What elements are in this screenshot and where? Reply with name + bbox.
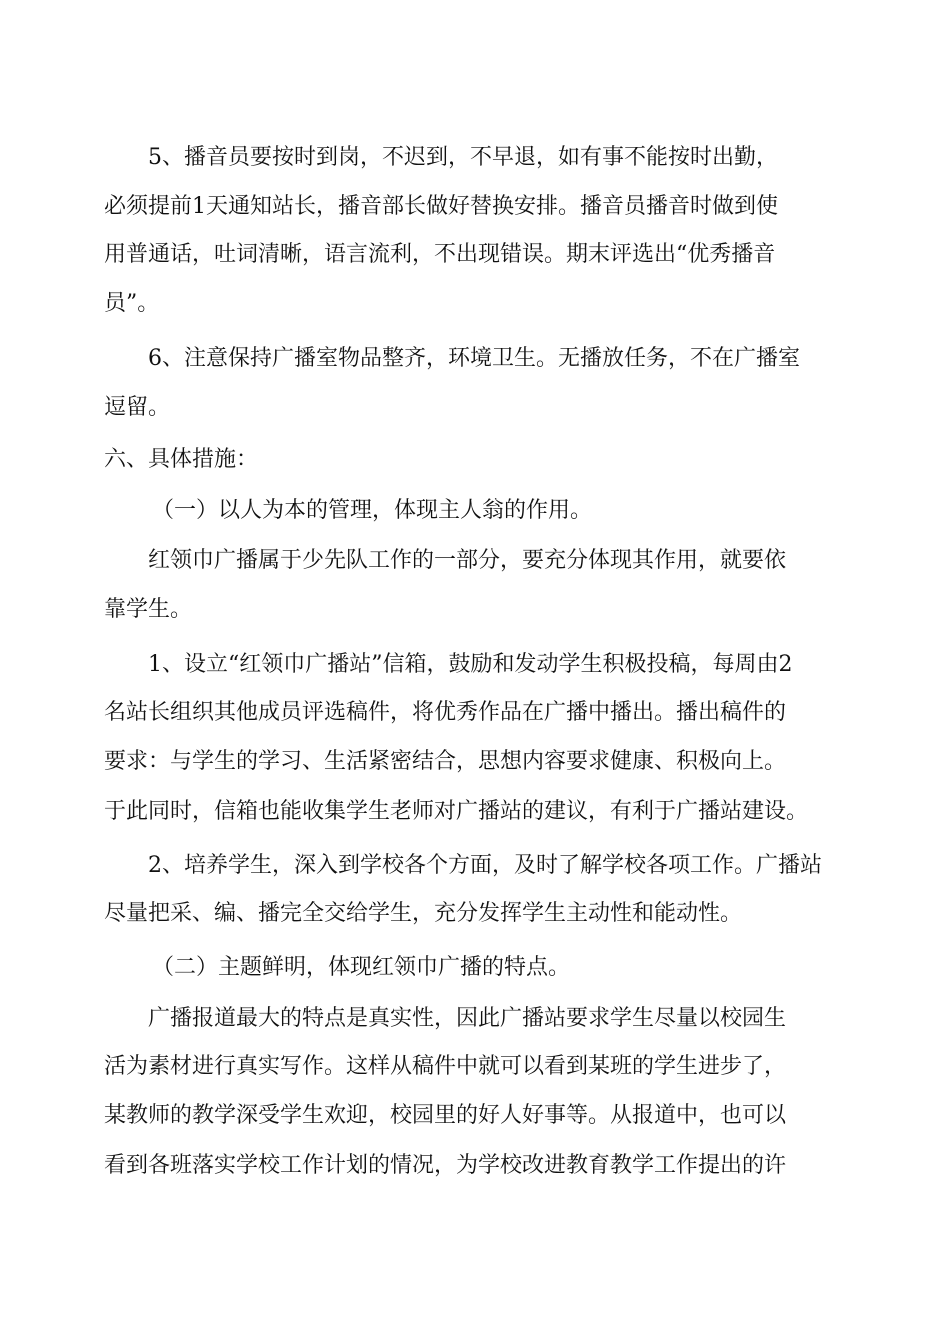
text-line: 1、设立“红领巾广播站”信箱，鼓励和发动学生积极投稿，每周由2 <box>148 652 793 677</box>
text-line: 广播报道最大的特点是真实性，因此广播站要求学生尽量以校园生 <box>148 1006 787 1031</box>
text-line: 某教师的教学深受学生欢迎，校园里的好人好事等。从报道中，也可以 <box>104 1103 787 1128</box>
text-line: 于此同时，信箱也能收集学生老师对广播站的建议，有利于广播站建设。 <box>104 799 809 824</box>
text-line: 红领巾广播属于少先队工作的一部分，要充分体现其作用，就要依 <box>148 548 787 573</box>
text-line: 要求：与学生的学习、生活紧密结合，思想内容要求健康、积极向上。 <box>104 749 787 774</box>
text-line: 靠学生。 <box>104 597 193 622</box>
text-line: 活为素材进行真实写作。这样从稿件中就可以看到某班的学生进步了， <box>104 1054 787 1079</box>
subsection-heading: （二）主题鲜明，体现红领巾广播的特点。 <box>152 955 571 980</box>
text-line: 用普通话，吐词清晰，语言流利，不出现错误。期末评选出“优秀播音 <box>104 242 776 267</box>
text-line: 必须提前1天通知站长，播音部长做好替换安排。播音员播音时做到使 <box>104 194 778 219</box>
text-line: 6、注意保持广播室物品整齐，环境卫生。无播放任务，不在广播室 <box>148 346 800 371</box>
subsection-heading: （一）以人为本的管理，体现主人翁的作用。 <box>152 498 593 523</box>
text-line: 名站长组织其他成员评选稿件，将优秀作品在广播中播出。播出稿件的 <box>104 700 787 725</box>
text-line: 看到各班落实学校工作计划的情况，为学校改进教育教学工作提出的许 <box>104 1153 787 1178</box>
section-heading: 六、具体措施： <box>104 447 259 472</box>
text-line: 逗留。 <box>104 395 171 420</box>
text-line: 5、播音员要按时到岗，不迟到，不早退，如有事不能按时出勤， <box>148 145 778 170</box>
text-line: 尽量把采、编、播完全交给学生，充分发挥学生主动性和能动性。 <box>104 901 743 926</box>
text-line: 2、培养学生，深入到学校各个方面，及时了解学校各项工作。广播站 <box>148 853 822 878</box>
text-line: 员”。 <box>104 291 160 316</box>
